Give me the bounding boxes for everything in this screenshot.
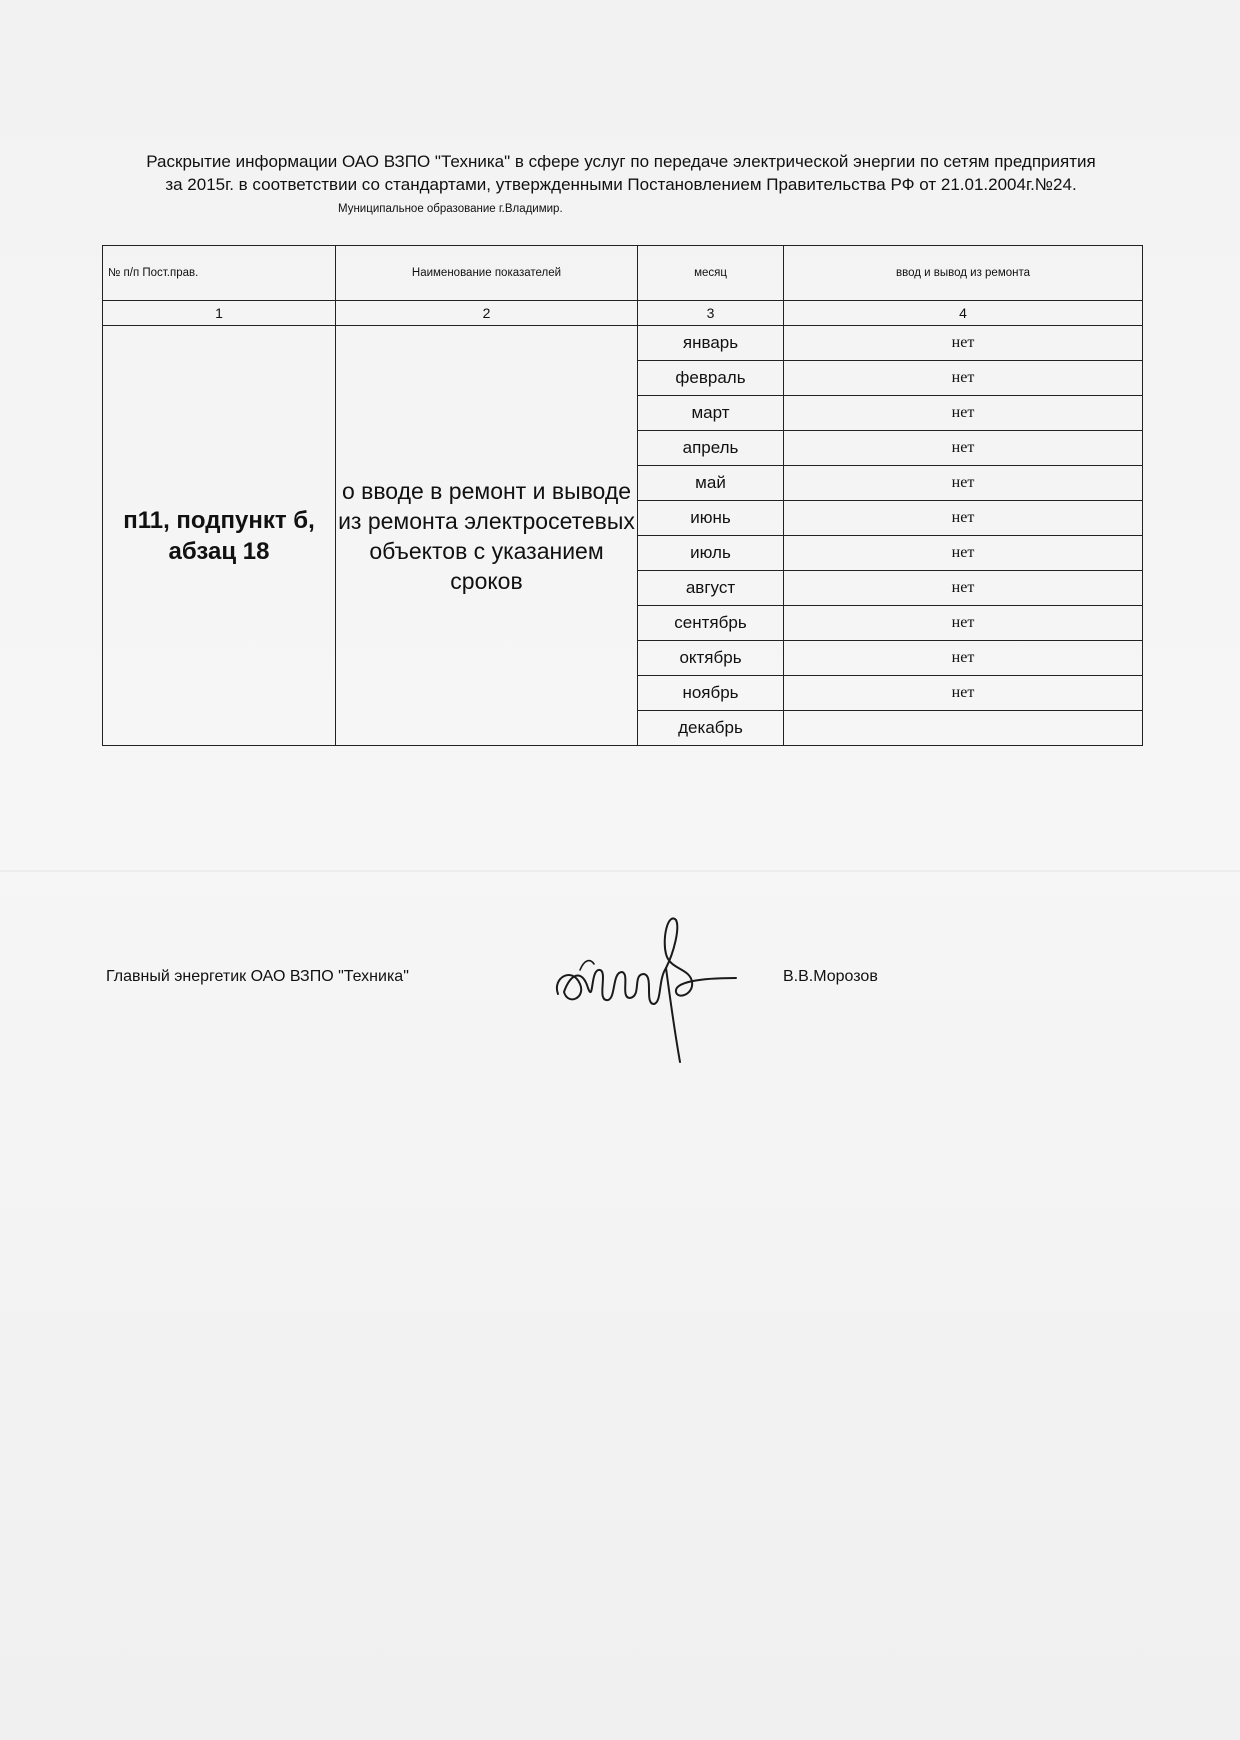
status-cell: нет [784, 431, 1143, 466]
column-header: месяц [638, 246, 784, 301]
month-cell: сентябрь [638, 606, 784, 641]
paper-crease [0, 870, 1240, 872]
month-cell: июнь [638, 501, 784, 536]
month-cell: май [638, 466, 784, 501]
status-cell: нет [784, 396, 1143, 431]
month-cell: октябрь [638, 641, 784, 676]
handwritten-signature [550, 908, 750, 1068]
month-cell: декабрь [638, 711, 784, 746]
column-number: 2 [336, 301, 638, 326]
signatory-title: Главный энергетик ОАО ВЗПО "Техника" [106, 968, 409, 985]
column-header: № п/п Пост.прав. [103, 246, 336, 301]
disclosure-table [102, 245, 1143, 746]
status-cell: нет [784, 326, 1143, 361]
column-header: Наименование показателей [336, 246, 638, 301]
header-line-1: Раскрытие информации ОАО ВЗПО "Техника" в сфере услуг по передаче электрической энергии по сетям предприятия [146, 152, 1096, 171]
column-number: 1 [103, 301, 336, 326]
column-number-row [103, 301, 1143, 326]
signatory-name: В.В.Морозов [783, 968, 878, 985]
table-row [103, 326, 1143, 361]
status-cell [784, 711, 1143, 746]
status-cell: нет [784, 676, 1143, 711]
month-cell: январь [638, 326, 784, 361]
status-cell: нет [784, 501, 1143, 536]
table-header-row [103, 246, 1143, 301]
status-cell: нет [784, 536, 1143, 571]
header-line-2: за 2015г. в соответствии со стандартами, утвержденными Постановлением Правительства РФ от 21.01.2004г.№24. [165, 175, 1077, 194]
status-cell: нет [784, 571, 1143, 606]
status-cell: нет [784, 466, 1143, 501]
column-number: 3 [638, 301, 784, 326]
month-cell: ноябрь [638, 676, 784, 711]
status-cell: нет [784, 641, 1143, 676]
document-header [96, 150, 1146, 196]
status-cell: нет [784, 361, 1143, 396]
month-cell: август [638, 571, 784, 606]
municipality-label: Муниципальное образование г.Владимир. [338, 203, 563, 215]
month-cell: март [638, 396, 784, 431]
column-header: ввод и вывод из ремонта [784, 246, 1143, 301]
indicator-name-cell: о вводе в ремонт и выводе из ремонта электросетевых объектов с указанием сроков [336, 326, 638, 746]
month-cell: апрель [638, 431, 784, 466]
month-cell: февраль [638, 361, 784, 396]
month-cell: июль [638, 536, 784, 571]
status-cell: нет [784, 606, 1143, 641]
column-number: 4 [784, 301, 1143, 326]
regulation-code-cell: п11, подпункт б, абзац 18 [103, 326, 336, 746]
